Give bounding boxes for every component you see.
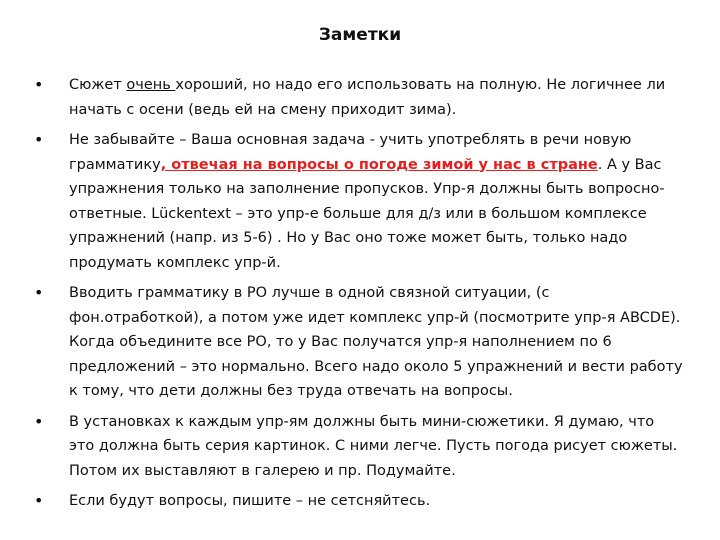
- bullet-item: [34, 73, 684, 122]
- bullet-item: [34, 128, 684, 275]
- bullet-text: . А у Вас упражнения только на заполнение пропусков. Упр-я должны быть вопросно-ответные. Lückentext – это упр-е больше для д/з или в большом комплексе упражнений (напр. из 5-6) . Но у Вас оно тоже может быть, только надо продумать комплекс упр-й.: [69, 156, 665, 271]
- bullet-item: [34, 489, 684, 514]
- bullet-text: хороший, но надо его использовать на полную. Не логичнее ли начать с осени (ведь ей на смену приходит зима).: [69, 77, 666, 118]
- bullet-list: [34, 73, 684, 520]
- underlined-word: очень: [126, 77, 176, 93]
- bullet-text: В установках к каждым упр-ям должны быть мини-сюжетики. Я думаю, что это должна быть серия картинок. С ними легче. Пусть погода рисует сюжеты. Потом их выставляют в галерею и пр. Подумайте.: [69, 413, 678, 479]
- bullet-dot-icon: •: [34, 75, 44, 94]
- bullet-item: [34, 410, 684, 484]
- bullet-text: Сюжет: [69, 77, 127, 93]
- bullet-text: Вводить грамматику в РО лучше в одной связной ситуации, (с фон.отработкой), а потом уже идет комплекс упр-й (посмотрите упр-я ABCDE). Когда объедините все РО, то у Вас получатся упр-я наполнением по 6 предложений – это нормально. Всего надо около 5 упражнений и вести работу к тому, что дети должны без труда отвечать на вопросы.: [69, 285, 683, 399]
- bullet-text: Не забывайте – Ваша основная задача - учить употреблять в речи новую грамматику: [69, 132, 632, 173]
- bullet-dot-icon: •: [34, 283, 44, 302]
- bullet-dot-icon: •: [34, 130, 44, 149]
- bullet-dot-icon: •: [34, 411, 44, 431]
- bullet-item: [34, 281, 684, 404]
- highlighted-phrase: , отвечая на вопросы о погоде зимой у нас в стране: [160, 156, 598, 173]
- bullet-dot-icon: •: [34, 491, 44, 510]
- slide-title: Заметки: [318, 25, 402, 45]
- bullet-text: Если будут вопросы, пишите – не сетсняйтесь.: [69, 493, 431, 509]
